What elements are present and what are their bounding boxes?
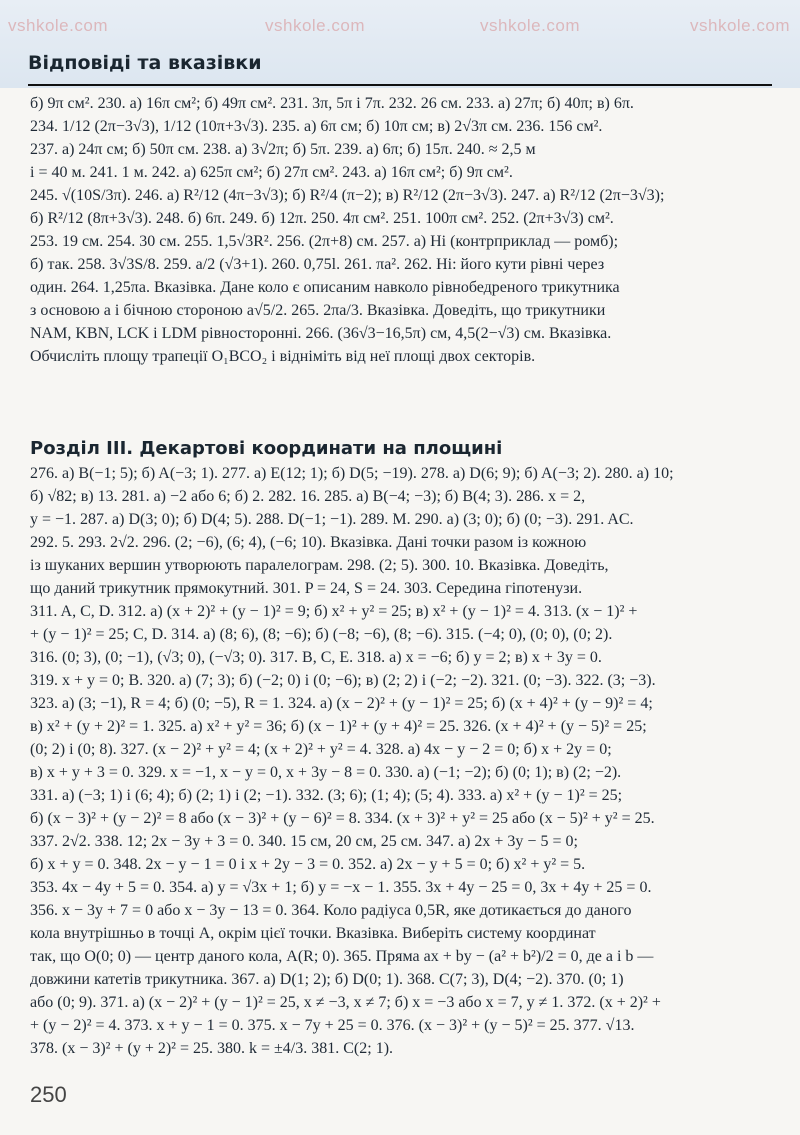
answer-line: в) x² + (y + 2)² = 1. 325. а) x² + y² = 36; б) (x − 1)² + (y + 4)² = 25. 326. (x + 4)² + (y − 5)² = 25;: [30, 718, 647, 735]
answer-line: в) x + y + 3 = 0. 329. x = −1, x − y = 0, x + 3y − 8 = 0. 330. а) (−1; −2); б) (0; 1); в) (2; −2).: [30, 764, 622, 781]
answer-line: 253. 19 см. 254. 30 см. 255. 1,5√3R². 256. (2π+8) см. 257. а) Ні (контрприклад — ромб);: [30, 233, 619, 250]
answer-line: Обчисліть площу трапеції O₁BCO₂ і відніміть від неї площі двох секторів.: [30, 348, 536, 365]
answer-line: так, що O(0; 0) — центр даного кола, A(R; 0). 365. Пряма ax + by − (a² + b²)/2 = 0, де a і b —: [30, 948, 654, 965]
answer-line: б) (x − 3)² + (y − 2)² = 8 або (x − 3)² + (y − 6)² = 8. 334. (x + 3)² + y² = 25 або (x − 5)² + y² = 25.: [30, 810, 655, 827]
answer-line: б) так. 258. 3√3S/8. 259. a/2 (√3+1). 260. 0,75l. 261. πa². 262. Ні: його кути рівні через: [30, 256, 605, 273]
answer-line: кола внутрішньо в точці A, окрім цієї точки. Вказівка. Виберіть систему координат: [30, 925, 596, 942]
answer-line: і = 40 м. 241. 1 м. 242. а) 625π см²; б) 27π см². 243. а) 16π см²; б) 9π см².: [30, 164, 513, 181]
answer-line: y = −1. 287. а) D(3; 0); б) D(4; 5). 288. D(−1; −1). 289. M. 290. а) (3; 0); б) (0; −3). 291. AC.: [30, 511, 634, 528]
watermark: vshkole.com: [265, 16, 365, 35]
answer-line: + (y − 1)² = 25; C, D. 314. а) (8; 6), (8; −6); б) (−8; −6), (8; −6). 315. (−4; 0), (0; 0), (0; 2).: [30, 626, 613, 643]
answer-line: 316. (0; 3), (0; −1), (√3; 0), (−√3; 0). 317. B, C, E. 318. а) x = −6; б) y = 2; в) x + 3y = 0.: [30, 649, 602, 666]
answer-line: 356. x − 3y + 7 = 0 або x − 3y − 13 = 0. 364. Коло радіуса 0,5R, яке дотикається до даного: [30, 902, 632, 919]
answer-line: + (y − 2)² = 4. 373. x + y − 1 = 0. 375. x − 7y + 25 = 0. 376. (x − 3)² + (y − 5)² = 25. 377. √13.: [30, 1017, 635, 1034]
running-title: Відповіді та вказівки: [28, 52, 262, 74]
header-bar: [0, 0, 800, 88]
answer-line: 292. 5. 293. 2√2. 296. (2; −6), (6; 4), (−6; 10). Вказівка. Дані точки разом із кожною: [30, 534, 587, 551]
answer-line: 331. а) (−3; 1) і (6; 4); б) (2; 1) і (2; −1). 332. (3; 6); (1; 4); (5; 4). 333. а) x² + (y − 1)² = 25;: [30, 787, 623, 804]
answer-line: б) 9π см². 230. а) 16π см²; б) 49π см². 231. 3π, 5π і 7π. 232. 26 см. 233. а) 27π; б) 40π; в) 6π.: [30, 95, 634, 112]
answers-section-ii: [30, 92, 768, 368]
answer-line: що даний трикутник прямокутний. 301. P = 24, S = 24. 303. Середина гіпотенузи.: [30, 580, 583, 597]
answer-line: 323. а) (3; −1), R = 4; б) (0; −5), R = 1. 324. а) (x − 2)² + (y − 1)² = 25; б) (x + 4)² + (y − 9)² = 4;: [30, 695, 653, 712]
section-heading: Розділ III. Декартові координати на площині: [30, 438, 503, 459]
answer-line: з основою a і бічною стороною a√5/2. 265. 2πa/3. Вказівка. Доведіть, що трикутники: [30, 302, 606, 319]
answer-line: 234. 1/12 (2π−3√3), 1/12 (10π+3√3). 235. а) 6π см; б) 10π см; в) 2√3π см. 236. 156 см².: [30, 118, 603, 135]
answer-line: 311. A, C, D. 312. а) (x + 2)² + (y − 1)² = 9; б) x² + y² = 25; в) x² + (y − 1)² = 4. 313. (x − 1)² +: [30, 603, 638, 620]
answer-line: б) R²/12 (8π+3√3). 248. б) 6π. 249. б) 12π. 250. 4π см². 251. 100π см². 252. (2π+3√3) см².: [30, 210, 614, 227]
answer-line: 353. 4x − 4y + 5 = 0. 354. а) y = √3x + 1; б) y = −x − 1. 355. 3x + 4y − 25 = 0, 3x + 4y + 25 = 0.: [30, 879, 652, 896]
answer-line: один. 264. 1,25πa. Вказівка. Дане коло є описаним навколо рівнобедреного трикутника: [30, 279, 620, 296]
header-rule: [28, 84, 772, 86]
answer-line: б) x + y = 0. 348. 2x − y − 1 = 0 і x + 2y − 3 = 0. 352. а) 2x − y + 5 = 0; б) x² + y² = 5.: [30, 856, 586, 873]
watermark: vshkole.com: [690, 16, 790, 35]
answer-line: (0; 2) і (0; 8). 327. (x − 2)² + y² = 4; (x + 2)² + y² = 4. 328. а) 4x − y − 2 = 0; б) x + 2y = 0;: [30, 741, 612, 758]
watermark: vshkole.com: [8, 16, 108, 35]
answer-line: або (0; 9). 371. а) (x − 2)² + (y − 1)² = 25, x ≠ −3, x ≠ 7; б) x = −3 або x = 7, y ≠ 1. 372. (x + 2)² +: [30, 994, 661, 1011]
answer-line: 319. x + y = 0; B. 320. а) (7; 3); б) (−2; 0) і (0; −6); в) (2; 2) і (−2; −2). 321. (0; −3). 322. (3; −3).: [30, 672, 656, 689]
watermark: vshkole.com: [480, 16, 580, 35]
answer-line: NAM, KBN, LCK і LDM рівносторонні. 266. (36√3−16,5π) см, 4,5(2−√3) см. Вказівка.: [30, 325, 612, 342]
page-number: 250: [30, 1082, 67, 1107]
answer-line: довжини катетів трикутника. 367. а) D(1; 2); б) D(0; 1). 368. C(7; 3), D(4; −2). 370. (0; 1): [30, 971, 624, 988]
answer-line: із шуканих вершин утворюють паралелограм. 298. (2; 5). 300. 10. Вказівка. Доведіть,: [30, 557, 609, 574]
answer-line: 245. √(10S/3π). 246. а) R²/12 (4π−3√3); б) R²/4 (π−2); в) R²/12 (2π−3√3). 247. а) R²/12 (2π−3√3);: [30, 187, 665, 204]
answers-section-iii: [30, 462, 768, 1060]
answer-line: 337. 2√2. 338. 12; 2x − 3y + 3 = 0. 340. 15 см, 20 см, 25 см. 347. а) 2x + 3y − 5 = 0;: [30, 833, 578, 850]
answer-line: 378. (x − 3)² + (y + 2)² = 25. 380. k = ±4/3. 381. C(2; 1).: [30, 1040, 394, 1057]
answer-line: б) √82; в) 13. 281. а) −2 або 6; б) 2. 282. 16. 285. а) B(−4; −3); б) B(4; 3). 286. x = 2,: [30, 488, 586, 505]
answer-line: 237. а) 24π см; б) 50π см. 238. а) 3√2π; б) 5π. 239. а) 6π; б) 15π. 240. ≈ 2,5 м: [30, 141, 536, 158]
answer-line: 276. а) B(−1; 5); б) A(−3; 1). 277. а) E(12; 1); б) D(5; −19). 278. а) D(6; 9); б) A(−3; 2). 280. а) 10;: [30, 465, 674, 482]
